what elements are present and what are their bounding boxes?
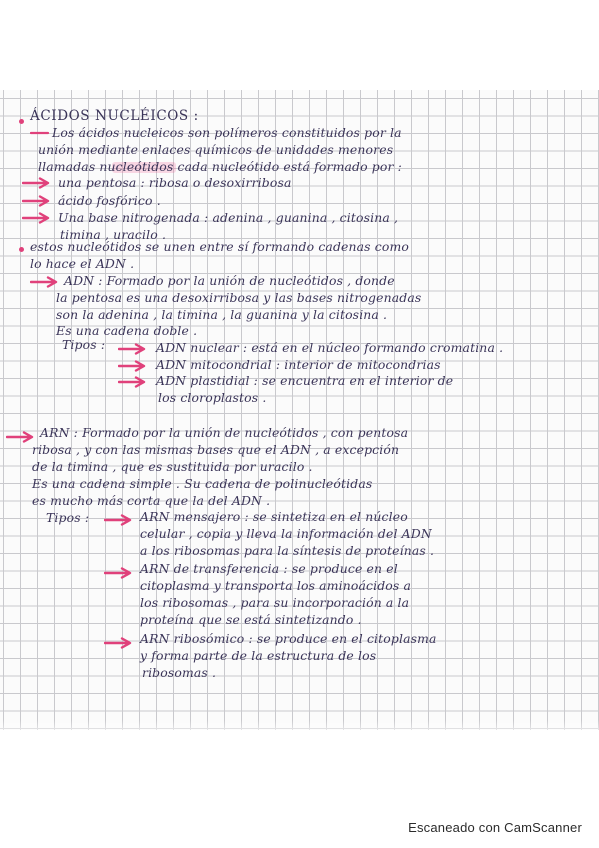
arrow-icon	[104, 567, 134, 579]
adn-line-2: la pentosa es una desoxirribosa y las bases nitrogenadas	[56, 290, 422, 305]
arn-type-item: celular , copia y lleva la información del ADN	[140, 526, 432, 541]
arn-type-item: y forma parte de la estructura de los	[140, 648, 377, 663]
part-item: ácido fosfórico .	[58, 193, 161, 208]
scanner-watermark: Escaneado con CamScanner	[408, 820, 582, 835]
arn-type-item: los ribosomas , para su incorporación a la	[140, 595, 410, 610]
arrow-icon	[30, 276, 60, 288]
arn-type-item: proteína que se está sintetizando .	[140, 612, 362, 627]
arn-type-item: ARN mensajero : se sintetiza en el núcleo	[140, 509, 408, 524]
adn-line-4: Es una cadena doble .	[56, 323, 198, 338]
part-item: Una base nitrogenada : adenina , guanina , citosina ,	[58, 210, 399, 225]
arrow-icon	[22, 212, 52, 224]
part-item: timina , uracilo .	[60, 227, 167, 242]
intro-line-1: Los ácidos nucleicos son polímeros constituidos por la	[52, 125, 402, 140]
arrow-icon	[22, 177, 52, 189]
arrow-icon	[118, 376, 148, 388]
arn-line-1: ARN : Formado por la unión de nucleótidos , con pentosa	[40, 425, 409, 440]
arn-line-2: ribosa , y con las mismas bases que el ADN , a excepción	[32, 442, 400, 457]
adn-line-3: son la adenina , la timina , la guanina y la citosina .	[56, 307, 388, 322]
arn-types-label: Tipos :	[46, 510, 90, 525]
arn-type-item: citoplasma y transporta los aminoácidos a	[140, 578, 412, 593]
adn-type-item: ADN plastidial : se encuentra en el interior de	[156, 373, 454, 388]
arrow-icon	[118, 343, 148, 355]
arn-line-3: de la timina , que es sustituida por uracilo .	[32, 459, 313, 474]
adn-type-item: ADN nuclear : está en el núcleo formando cromatina .	[156, 340, 504, 355]
part-item: una pentosa : ribosa o desoxirribosa	[58, 175, 292, 190]
join-line-1: estos nucleótidos se unen entre sí formando cadenas como	[30, 239, 409, 254]
adn-type-item: ADN mitocondrial : interior de mitocondrias	[156, 357, 441, 372]
arrow-icon	[104, 637, 134, 649]
page-title: ÁCIDOS NUCLÉICOS :	[30, 108, 199, 124]
adn-line-1: ADN : Formado por la unión de nucleótidos , donde	[64, 273, 395, 288]
adn-types-label: Tipos :	[62, 337, 106, 352]
arn-line-5: es mucho más corta que la del ADN .	[32, 493, 271, 508]
bullet-dot	[19, 119, 24, 124]
bullet-dot	[19, 247, 24, 252]
adn-type-item: los cloroplastos .	[158, 390, 267, 405]
arrow-icon	[30, 127, 50, 139]
arrow-icon	[118, 360, 148, 372]
arn-type-item: ARN ribosómico : se produce en el citoplasma	[140, 631, 437, 646]
arn-line-4: Es una cadena simple . Su cadena de polinucleótidas	[32, 476, 373, 491]
paper-edge	[0, 720, 599, 740]
join-line-2: lo hace el ADN .	[30, 256, 135, 271]
arrow-icon	[104, 514, 134, 526]
arn-type-item: ARN de transferencia : se produce en el	[140, 561, 398, 576]
arn-type-item: a los ribosomas para la síntesis de proteínas .	[140, 543, 435, 558]
arn-type-item: ribosomas .	[142, 665, 217, 680]
intro-line-3: llamadas nucleótidos cada nucleótido está formado por :	[38, 159, 402, 174]
arrow-icon	[22, 195, 52, 207]
intro-line-2: unión mediante enlaces químicos de unidades menores	[38, 142, 394, 157]
